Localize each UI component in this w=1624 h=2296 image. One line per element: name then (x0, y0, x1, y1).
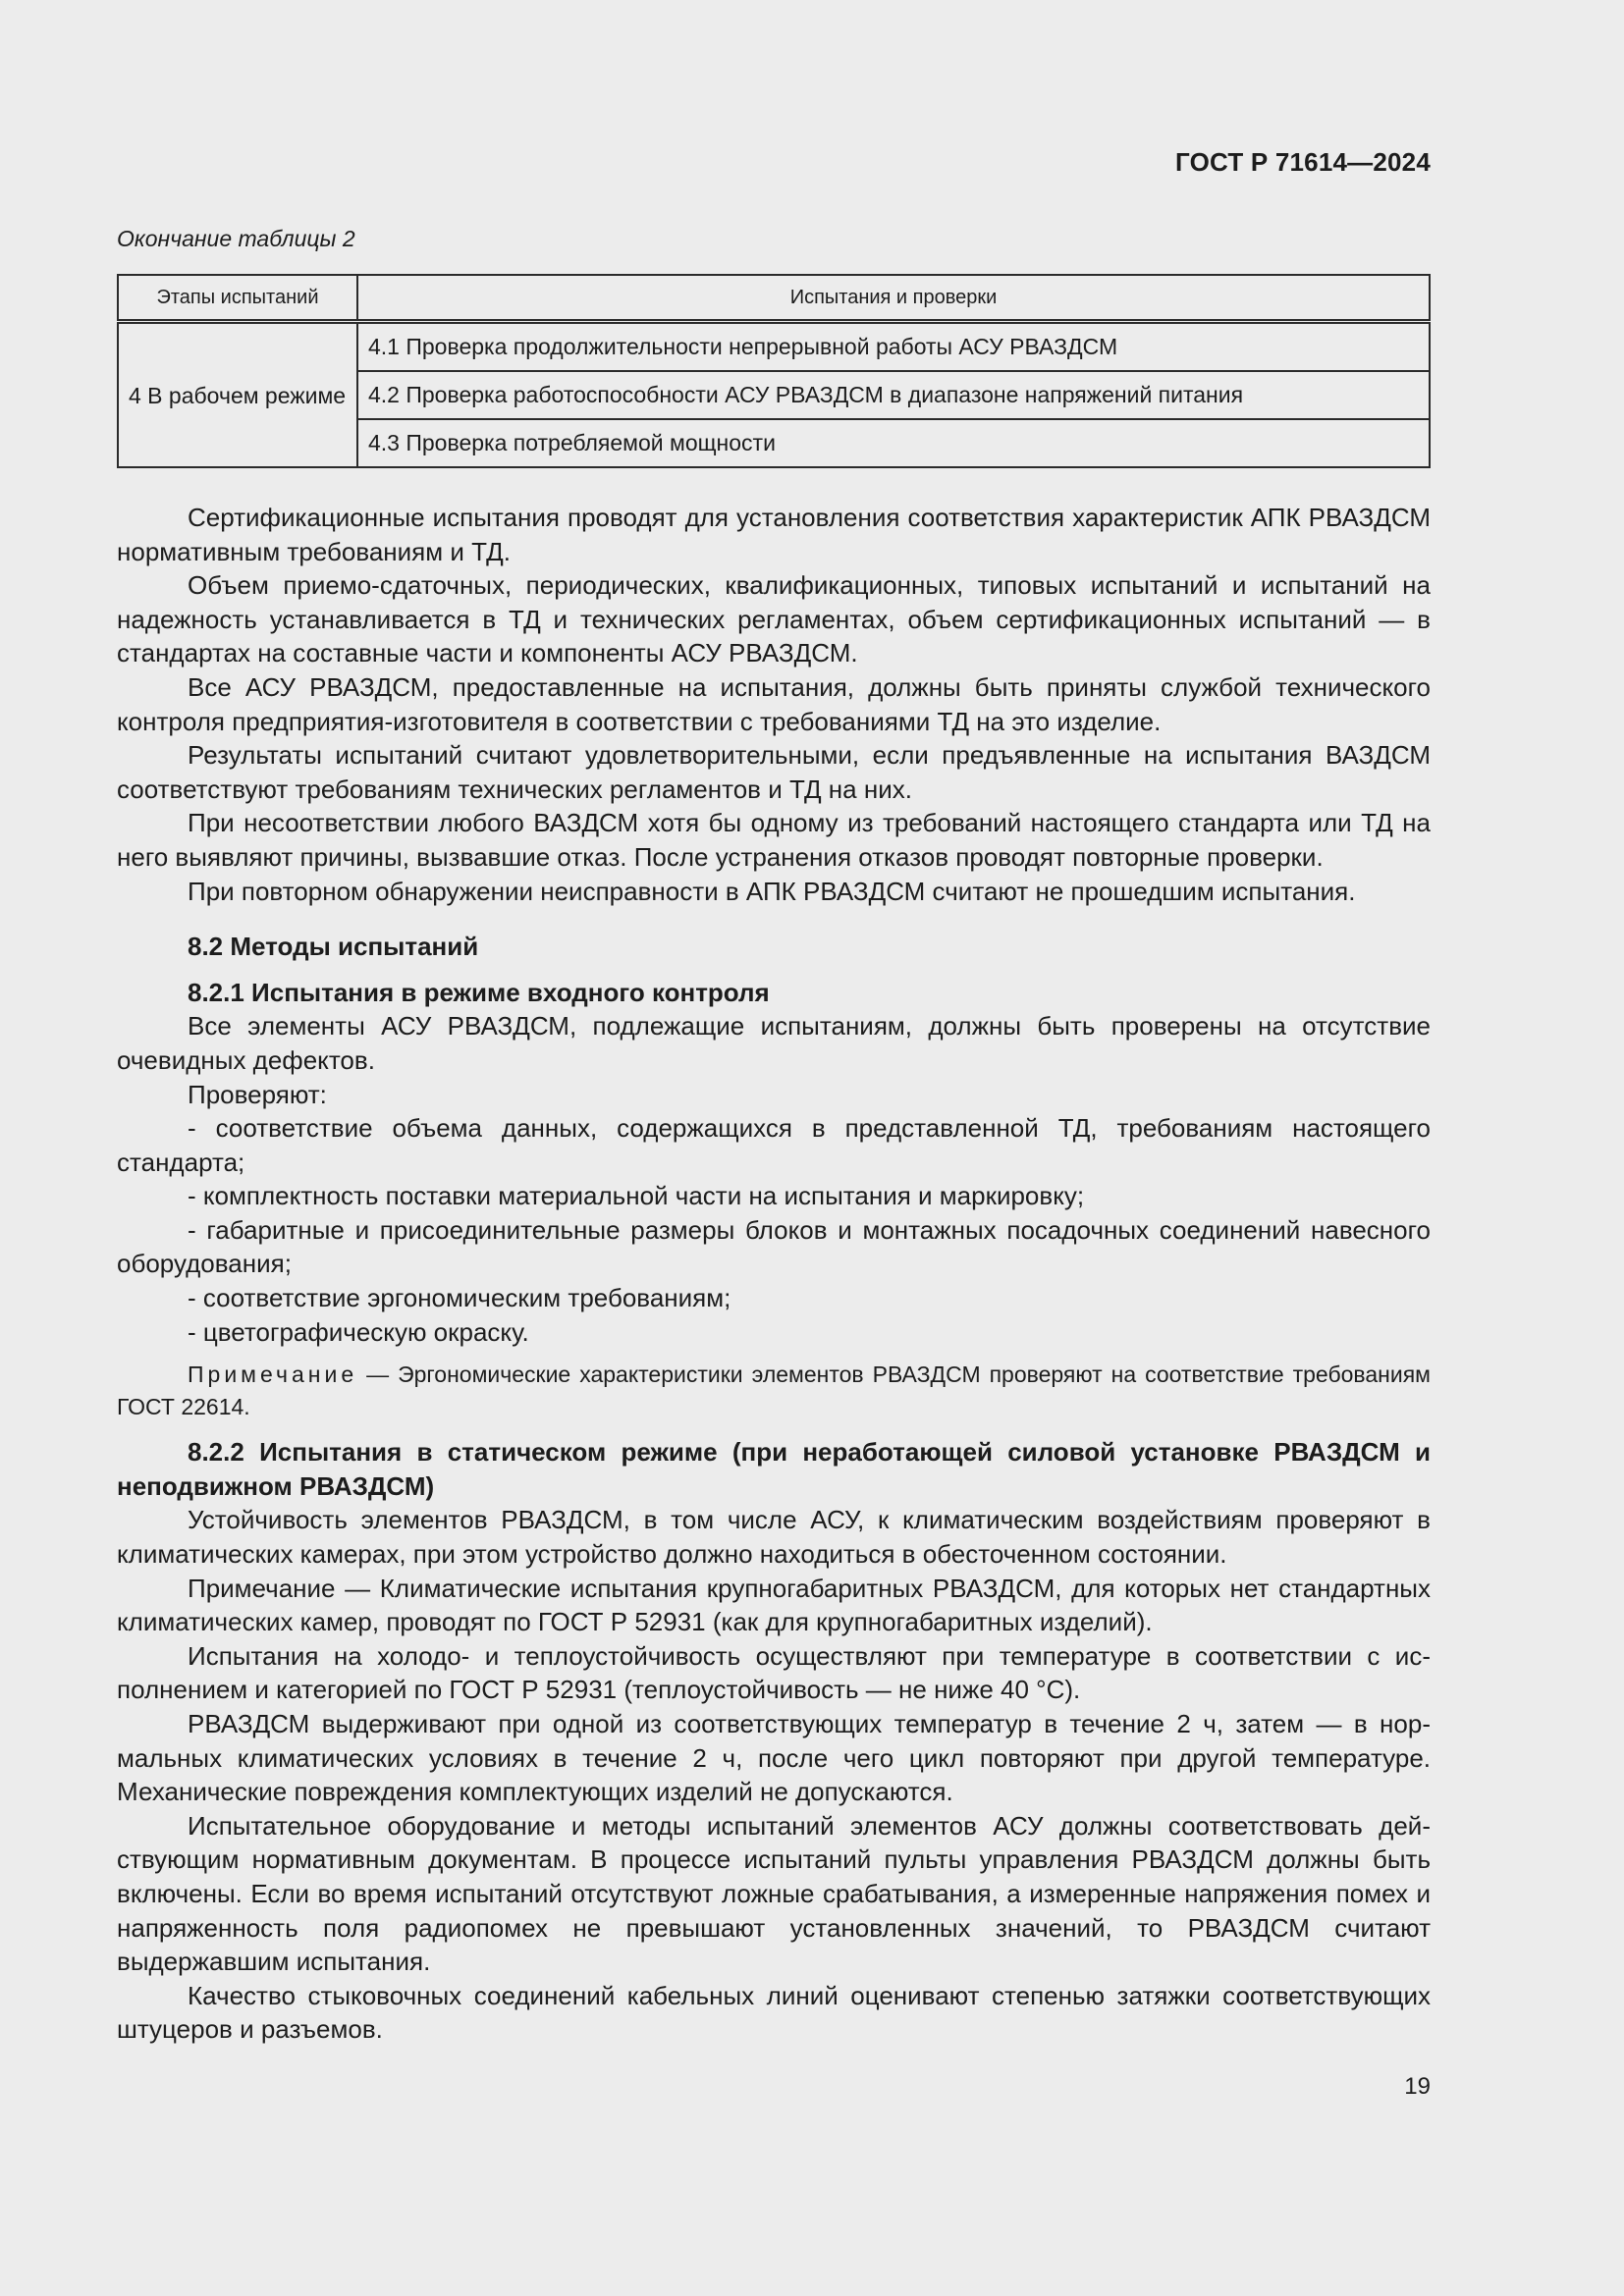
table-header-row (118, 275, 1430, 322)
note (117, 1359, 1431, 1423)
document-body (117, 501, 1431, 2047)
paragraph: Примечание — Климатические испытания крупногабаритных РВАЗДСМ, для которых нет стандартных климатических камер, проводят по ГОСТ Р 52931 (как для крупногабаритных изделий). (117, 1573, 1431, 1637)
column-header-stages: Этапы испытаний (118, 275, 357, 322)
paragraph: Все АСУ РВАЗДСМ, предоставленные на испытания, должны быть приняты службой технического контроля предприятия-изготовителя в соответствии с требованиями ТД на это изделие. (117, 671, 1431, 736)
check-cell: 4.3 Проверка потребляемой мощности (357, 419, 1430, 467)
list-item: - соответствие эргономическим требованиям; (188, 1283, 731, 1313)
section-heading-8-2-1: 8.2.1 Испытания в режиме входного контроля (188, 977, 770, 1007)
note-text: — Эргономические характеристики элементов РВАЗДСМ проверяют на соответствие требованиям ГОСТ 22614. (117, 1362, 1431, 1420)
paragraph: Сертификационные испытания проводят для установления соответствия характеристик АПК РВАЗДСМ нормативным требованиям и ТД. (117, 503, 1431, 566)
column-header-tests: Испытания и проверки (357, 275, 1430, 322)
paragraph: Испытательное оборудование и методы испытаний элементов АСУ должны соответствовать действующим нормативным документам. В процессе испытаний пульты управления РВАЗДСМ должны быть включены. Если во время испытаний отсутствуют ложные срабатывания, а измеренные напряжения помех и напряженность поля радиопомех не превышают установленных значений, то РВАЗДСМ считают выдержавшим испытания. (117, 1810, 1431, 1977)
section-heading-8-2-2: 8.2.2 Испытания в статическом режиме (при неработающей силовой установке РВАЗДСМ и неподвижном РВАЗДСМ) (117, 1437, 1431, 1501)
paragraph: РВАЗДСМ выдерживают при одной из соответствующих температур в течение 2 ч, затем — в нормальных климатических условиях в течение 2 ч, после чего цикл повторяют при другой температуре. Механические повреждения комплектующих изделий не допускаются. (117, 1709, 1431, 1807)
paragraph: Все элементы АСУ РВАЗДСМ, подлежащие испытаниям, должны быть проверены на отсутствие очевидных дефектов. (117, 1011, 1431, 1075)
check-label: Проверяют: (188, 1079, 327, 1109)
paragraph: При повторном обнаружении неисправности в АПК РВАЗДСМ считают не прошедшим испытания. (188, 876, 1356, 906)
list-item: - комплектность поставки материальной части на испытания и маркировку; (188, 1181, 1085, 1211)
section-heading-8-2: 8.2 Методы испытаний (188, 932, 479, 962)
list-item: - цветографическую окраску. (188, 1316, 529, 1347)
page-number: 19 (1404, 2073, 1431, 2100)
paragraph: Качество стыковочных соединений кабельных линий оценивают степенью затяжки соответствующих штуцеров и разъемов. (117, 1980, 1431, 2045)
check-cell: 4.1 Проверка продолжительности непрерывной работы АСУ РВАЗДСМ (357, 322, 1430, 372)
paragraph: При несоответствии любого ВАЗДСМ хотя бы одному из требований настоящего стандарта или ТД на него выявляют причины, вызвавшие отказ. После устранения отказов проводят повторные проверки. (117, 808, 1431, 872)
check-cell: 4.2 Проверка работоспособности АСУ РВАЗДСМ в диапазоне напряжений питания (357, 371, 1430, 419)
table-caption: Окончание таблицы 2 (117, 226, 355, 251)
note-label: Примечание (188, 1362, 358, 1388)
stage-cell: 4 В рабочем режиме (118, 322, 357, 468)
paragraph: Объем приемо-сдаточных, периодических, квалификационных, типовых испытаний и испытаний на надежность устанавливается в ТД и технических регламентах, объем сертификационных испытаний — в стандартах на составные части и компоненты АСУ РВАЗДСМ. (117, 570, 1431, 668)
paragraph: Устойчивость элементов РВАЗДСМ, в том числе АСУ, к климатическим воздействиям проверяют в климатических камерах, при этом устройство должно находиться в обесточенном состоянии. (117, 1505, 1431, 1570)
list-item: - соответствие объема данных, содержащихся в представленной ТД, требованиям настоящего стандарта; (117, 1113, 1431, 1177)
list-item: - габаритные и присоединительные размеры блоков и монтажных посадочных соединений навесного оборудования; (117, 1214, 1431, 1279)
paragraph: Результаты испытаний считают удовлетворительными, если предъявленные на испытания ВАЗДСМ соответствуют требованиям технических регламентов и ТД на них. (117, 740, 1431, 804)
document-id: ГОСТ Р 71614—2024 (1175, 147, 1431, 177)
table-row (118, 322, 1430, 372)
paragraph: Испытания на холодо- и теплоустойчивость осуществляют при температуре в соответствии с исполнением и категорией по ГОСТ Р 52931 (теплоустойчивость — не ниже 40 °С). (117, 1640, 1431, 1705)
tests-table (117, 274, 1431, 468)
